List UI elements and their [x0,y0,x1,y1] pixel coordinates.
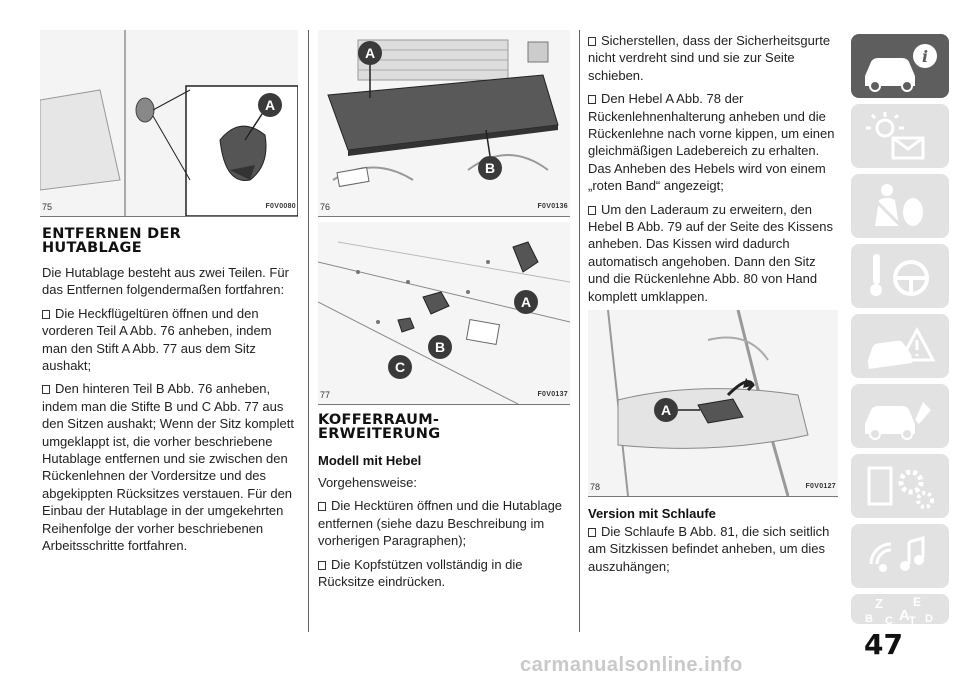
tab-driving[interactable] [851,244,949,308]
figure-78-illustration [588,310,838,496]
svg-text:i: i [921,47,929,66]
figure-code: F0V0137 [537,391,568,398]
figure-77 [318,222,570,405]
subheading-schlaufe: Version mit Schlaufe [588,506,716,521]
callout-A: A [660,402,672,418]
bullet-icon [588,37,596,46]
figure-76 [318,30,570,217]
tab-multimedia[interactable] [851,524,949,588]
col3-body-bottom [588,523,840,581]
figure-number: 78 [590,482,601,492]
car-service-icon [851,384,949,448]
figure-78 [588,310,838,497]
callout-A: A [364,45,376,61]
heading-line-2: ERWEITERUNG [318,426,441,442]
subheading-modell-hebel: Modell mit Hebel [318,453,422,468]
figure-77-illustration [318,222,570,404]
index-letter: Z [875,596,883,611]
callout-B: B [484,160,496,176]
figure-number: 77 [320,390,331,400]
figure-code: F0V0136 [537,203,568,210]
figure-number: 76 [320,202,331,212]
list-item: Die Hecktüren öffnen und die Hutablage entfernen (siehe dazu Beschreibung im vorherigen Paragraphen); [318,498,563,549]
column-divider [308,30,309,632]
figure-number: 75 [42,202,53,212]
index-letter: B [865,613,873,624]
index-letter: T [909,615,916,624]
list-item: Um den Laderaum zu erweitern, den Hebel B Abb. 79 auf der Seite des Kissens anheben. Das Kissen wird dadurch automatisch angehoben. Dann den Sitz und die Rückenlehne Abb. 80 von Hand komplett umklappen. [588,201,833,304]
heading-line-1: KOFFERRAUM- [318,412,440,428]
bullet-icon [318,502,326,511]
watermark-footer: carmanualsonline.info [520,654,743,676]
bullet-icon [318,561,326,570]
list-item: Den Hebel A Abb. 78 der Rückenlehnenhalterung anheben und die Rückenlehne nach vorne kippen, um einen gleichmäßigen Ladebereich zu erhalten. Das Anheben des Hebels wird von einem „roten Band“ angezeigt; [588,91,835,194]
tab-car-info[interactable] [851,34,949,98]
index-letter: E [913,595,922,609]
heading-line-2: HUTABLAGE [42,240,142,256]
figure-code: F0V0127 [805,483,836,490]
list-item: Den hinteren Teil B Abb. 76 anheben, indem man die Stifte B und C Abb. 77 aus den Sitzen aushakt; Wenn der Sitz komplett umgeklappt ist, die vorher beschriebene Hutablage entfernen und sie zwischen den Rückenlehnen der Vordersitze und des abgekippten Rücksitzes verstauen. Für den Einbau der Hutablage in der umgekehrten Reihenfolge der vorher beschriebenen Arbeitsschritte fortfahren. [42,381,294,554]
car-info-icon [851,34,949,98]
multimedia-icon [851,524,949,588]
tab-warning-lights[interactable] [851,104,949,168]
figure-76-illustration [318,30,570,216]
tab-index[interactable] [851,594,949,624]
section-heading-hutablage [42,227,181,255]
gears-icon [851,454,949,518]
col2-body [318,474,574,596]
section-heading-kofferraum [318,413,440,441]
tab-emergency[interactable] [851,314,949,378]
figure-code: F0V0080 [265,203,296,210]
bullet-icon [588,528,596,537]
column-divider [579,30,580,632]
list-item: Die Schlaufe B Abb. 81, die sich seitlich am Sitzkissen befindet anheben, um dies auszuhängen; [588,524,830,574]
index-letter: C [885,615,893,624]
list-item: Die Heckflügeltüren öffnen und den vorderen Teil A Abb. 76 anheben, indem man den Stift A Abb. 77 aus dem Sitz aushakt; [42,305,272,374]
callout-C: C [394,359,406,375]
bullet-icon [588,95,596,104]
index-letter: D [925,613,933,624]
callout-A: A [264,97,276,113]
list-item: Sicherstellen, dass der Sicherheitsgurte nicht verdreht sind und sie zur Seite schieben. [588,33,831,83]
figure-75 [40,30,298,217]
bullet-icon [42,310,50,319]
bullet-icon [588,206,596,215]
dashboard-warning-icon [851,104,949,168]
paragraph: Vorgehensweise: [318,475,418,490]
paragraph: Die Hutablage besteht aus zwei Teilen. Für das Entfernen folgendermaßen fortfahren: [42,265,289,298]
callout-B: B [434,339,446,355]
tab-safety[interactable] [851,174,949,238]
figure-75-illustration [40,30,298,216]
heading-line-1: ENTFERNEN DER [42,226,182,242]
col1-body [42,264,300,561]
breakdown-icon [851,314,949,378]
callout-A: A [520,294,532,310]
col3-body-top [588,32,838,311]
tab-maintenance[interactable] [851,384,949,448]
key-steering-wheel-icon [851,244,949,308]
tab-technical-data[interactable] [851,454,949,518]
bullet-icon [42,385,50,394]
airbag-seatbelt-icon [851,174,949,238]
list-item: Die Kopfstützen vollständig in die Rücksitze eindrücken. [318,556,523,590]
alphabet-index-icon [851,594,949,624]
page-number: 47 [864,628,903,661]
index-letter: A [899,607,910,624]
